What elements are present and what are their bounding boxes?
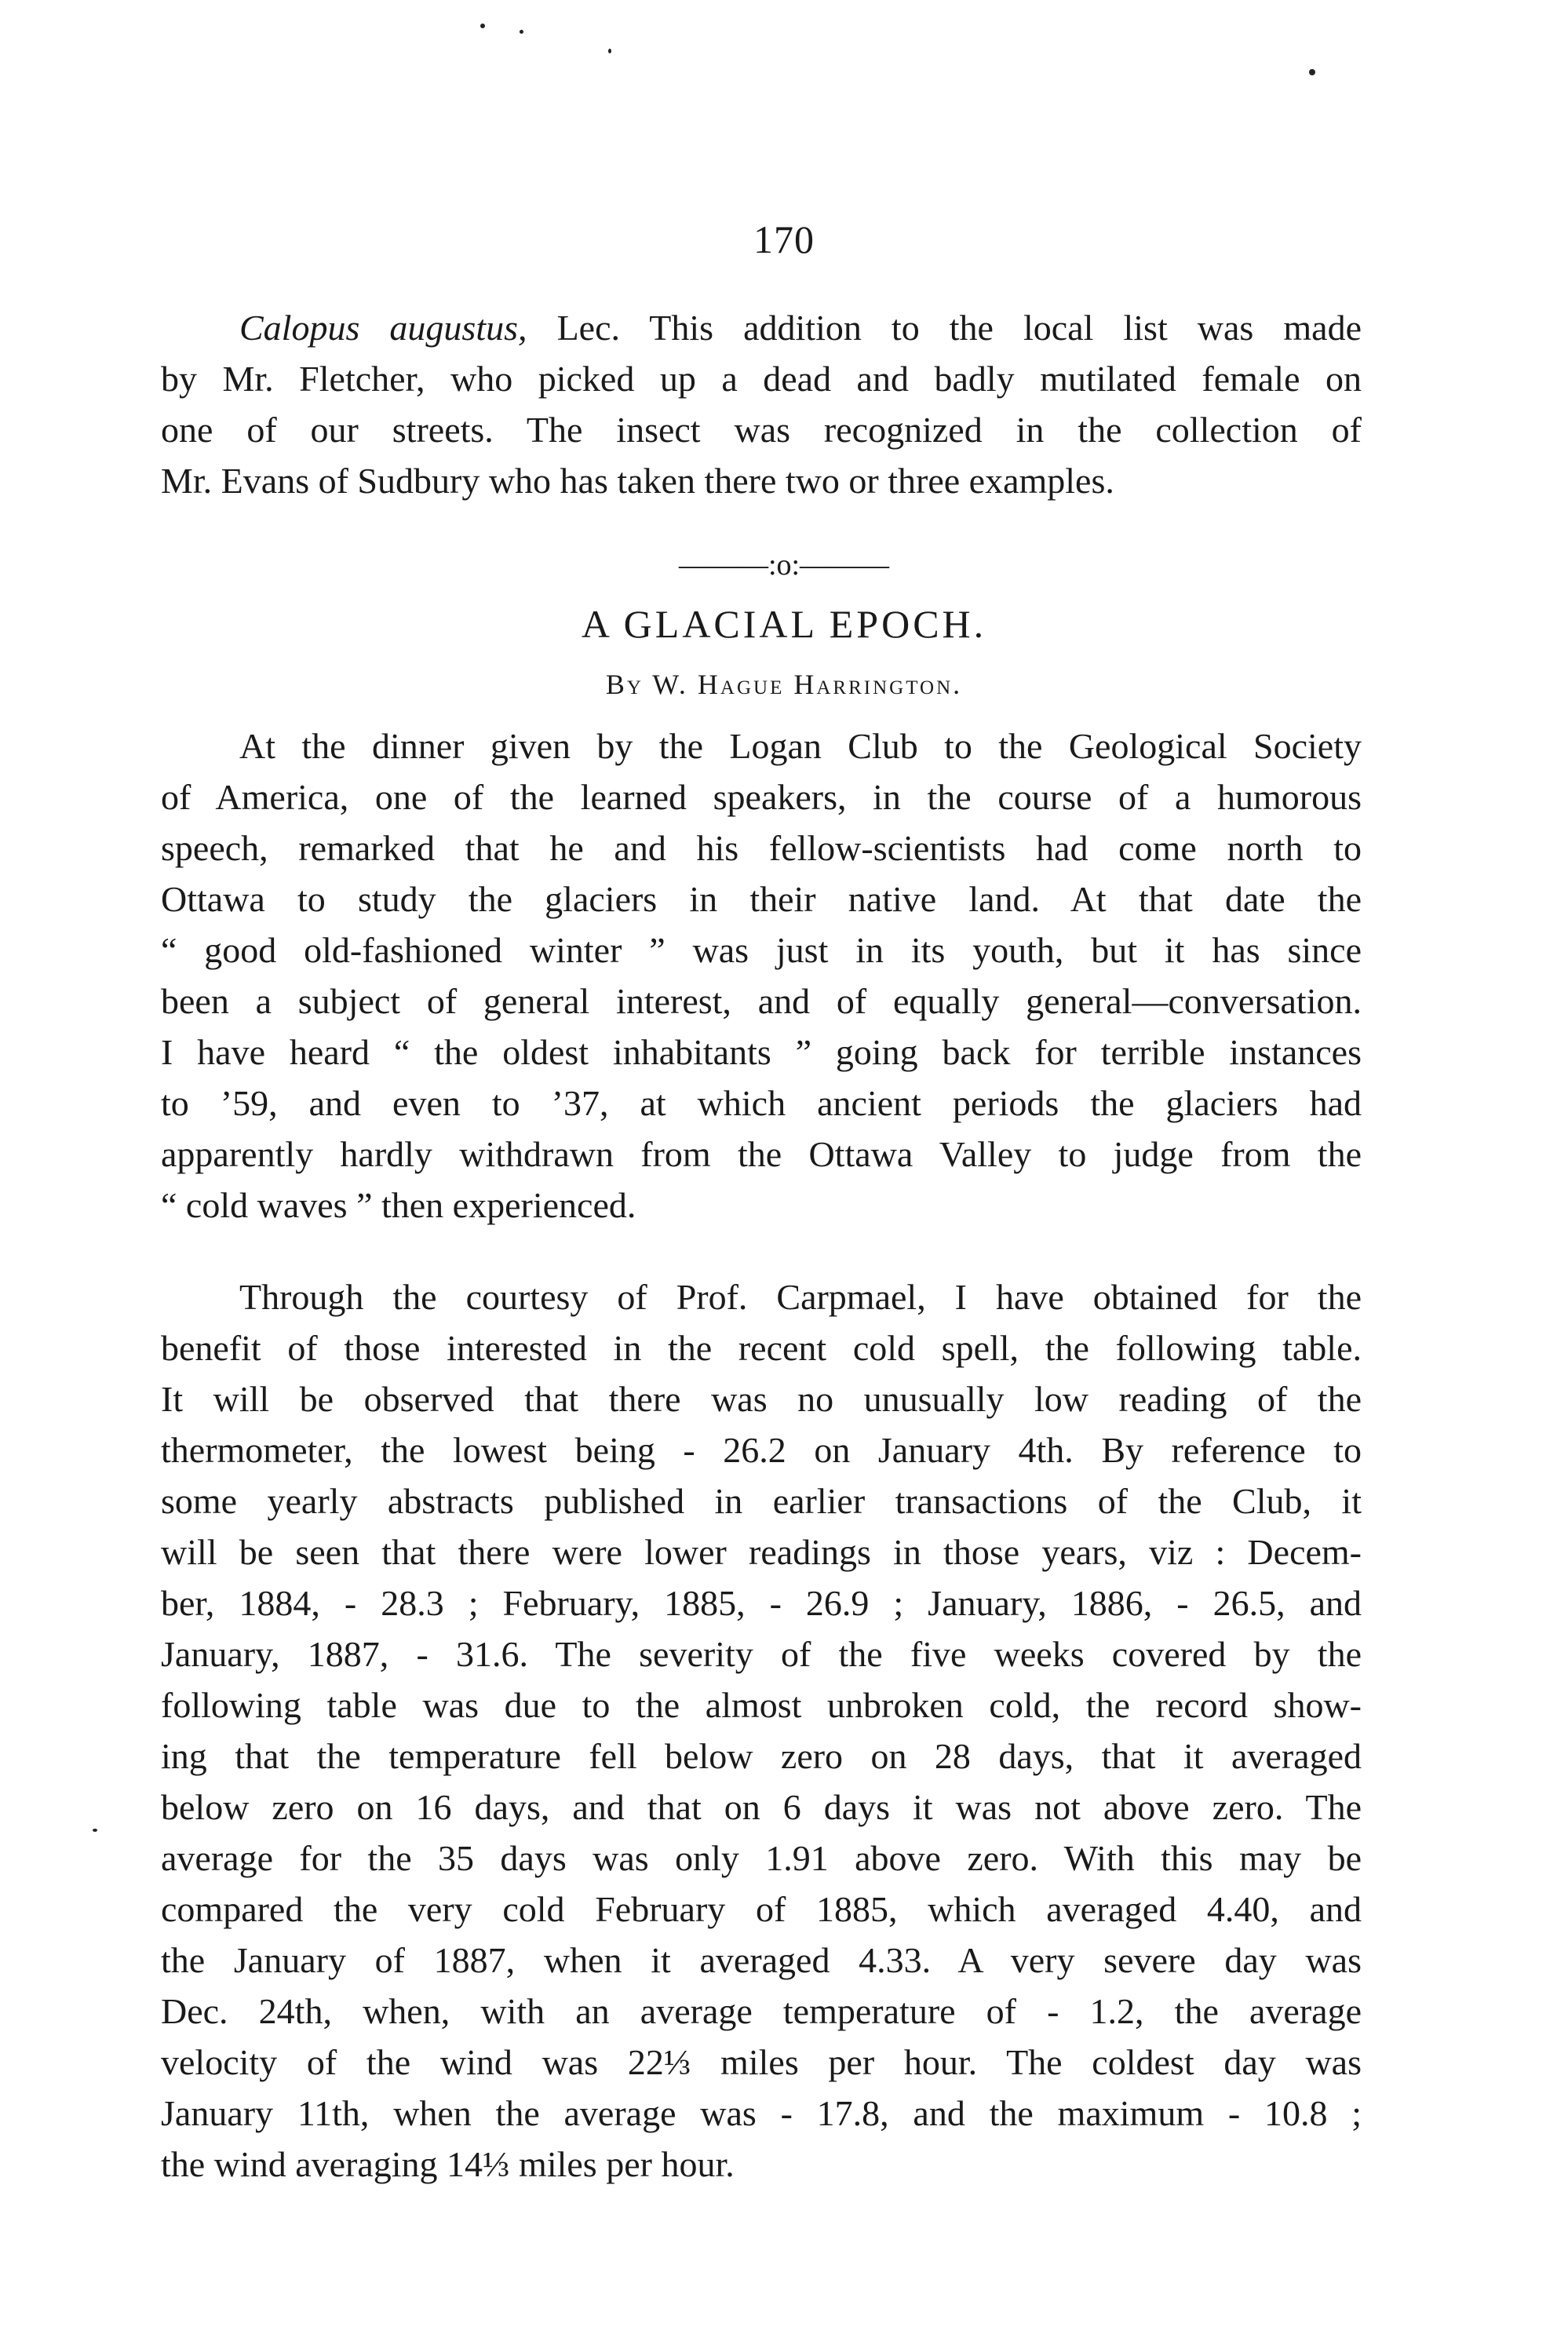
text-line: “ good old-fashioned winter ” was just in its youth, but it has since xyxy=(161,930,1362,970)
article-title: A GLACIAL EPOCH. xyxy=(581,602,987,646)
text-line: ber, 1884, - 28.3 ; February, 1885, - 26.9 ; January, 1886, - 26.5, and xyxy=(161,1583,1362,1623)
text-line: one of our streets. The insect was recognized in the collection of xyxy=(161,410,1362,450)
text-line: thermometer, the lowest being - 26.2 on January 4th. By reference to xyxy=(161,1430,1362,1470)
species-name: Calopus augustus, xyxy=(239,308,527,348)
text-line: the wind averaging 14⅓ miles per hour. xyxy=(161,2144,735,2184)
text-line: of America, one of the learned speakers, in the course of a humorous xyxy=(161,777,1362,817)
text-line: below zero on 16 days, and that on 6 days it was not above zero. The xyxy=(161,1787,1362,1827)
text-line: compared the very cold February of 1885, which averaged 4.40, and xyxy=(161,1889,1362,1929)
text-line: apparently hardly withdrawn from the Ottawa Valley to judge from the xyxy=(161,1134,1362,1174)
text-line: the January of 1887, when it averaged 4.33. A very severe day was xyxy=(161,1940,1362,1980)
text-line: to ’59, and even to ’37, at which ancient periods the glaciers had xyxy=(161,1083,1362,1123)
text-line: January 11th, when the average was - 17.8, and the maximum - 10.8 ; xyxy=(161,2093,1362,2133)
page-number: 170 xyxy=(753,217,815,261)
text-line: January, 1887, - 31.6. The severity of the five weeks covered by the xyxy=(161,1634,1362,1674)
text-line: ing that the temperature fell below zero on 28 days, that it averaged xyxy=(161,1736,1362,1776)
section-separator: ———:o:——— xyxy=(678,549,890,582)
text-line: speech, remarked that he and his fellow-scientists had come north to xyxy=(161,828,1362,868)
text-line: will be seen that there were lower readings in those years, viz : Decem- xyxy=(161,1532,1362,1572)
text-line: It will be observed that there was no unusually low reading of the xyxy=(161,1379,1362,1419)
article-paragraph-1 xyxy=(161,720,1362,1231)
text-line: velocity of the wind was 22⅓ miles per hour. The coldest day was xyxy=(161,2042,1362,2082)
scan-speck xyxy=(480,24,485,28)
text-line-rest: Lec. This addition to the local list was made xyxy=(527,308,1362,348)
intro-paragraph xyxy=(161,302,1362,506)
text-line: following table was due to the almost unbroken cold, the record show- xyxy=(161,1685,1362,1725)
article-byline: By W. Hague Harrington. xyxy=(605,669,963,700)
text-line: some yearly abstracts published in earlier transactions of the Club, it xyxy=(161,1481,1362,1521)
text-line: average for the 35 days was only 1.91 above zero. With this may be xyxy=(161,1838,1362,1878)
scan-speck xyxy=(520,30,523,34)
scan-speck xyxy=(93,1829,97,1832)
text-line: been a subject of general interest, and of equally general—conversation. xyxy=(161,981,1362,1021)
text-line: At the dinner given by the Logan Club to the Geological Society xyxy=(239,726,1362,766)
text-line xyxy=(161,302,1362,353)
text-line: by Mr. Fletcher, who picked up a dead and badly mutilated female on xyxy=(161,359,1362,399)
text-line: I have heard “ the oldest inhabitants ” going back for terrible instances xyxy=(161,1032,1362,1072)
text-line: “ cold waves ” then experienced. xyxy=(161,1185,636,1225)
text-line: Through the courtesy of Prof. Carpmael, I have obtained for the xyxy=(239,1277,1362,1317)
scan-speck xyxy=(1309,69,1315,75)
text-line: Mr. Evans of Sudbury who has taken there two or three examples. xyxy=(161,461,1114,501)
text-line: benefit of those interested in the recent cold spell, the following table. xyxy=(161,1328,1362,1368)
text-line: Ottawa to study the glaciers in their native land. At that date the xyxy=(161,879,1362,919)
scan-speck xyxy=(608,49,611,53)
article-paragraph-2 xyxy=(161,1271,1362,2190)
text-line: Dec. 24th, when, with an average temperature of - 1.2, the average xyxy=(161,1991,1362,2031)
